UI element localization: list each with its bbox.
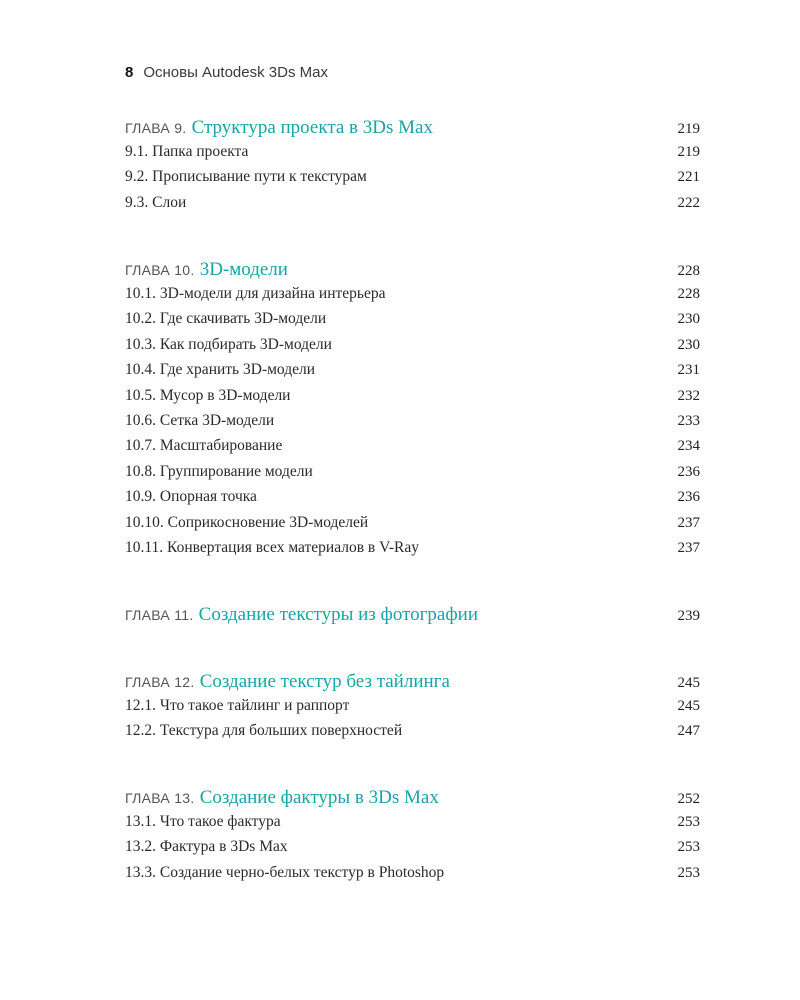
toc-entry[interactable] <box>125 437 700 462</box>
toc-entry-page: 247 <box>677 723 700 740</box>
toc-entry[interactable] <box>125 361 700 386</box>
chapter-heading[interactable] <box>125 671 700 697</box>
chapter-page-number: 219 <box>677 121 700 137</box>
toc-entry-page: 228 <box>677 286 700 302</box>
toc-entry-page: 232 <box>677 387 700 404</box>
chapter-heading[interactable] <box>125 787 700 813</box>
chapter-title: Создание текстур без тайлинга <box>199 671 450 692</box>
toc-entry-page: 230 <box>677 336 700 353</box>
toc-entry[interactable] <box>125 864 700 889</box>
chapter-page-number: 252 <box>677 791 700 807</box>
chapter-label: ГЛАВА 9. <box>125 120 187 136</box>
toc-entry-text: 10.4. Где хранить 3D-модели <box>125 361 316 379</box>
toc-entry-text: 13.1. Что такое фактура <box>125 813 281 830</box>
chapter-12 <box>125 671 700 748</box>
toc-entry[interactable] <box>125 488 700 513</box>
toc-entry[interactable] <box>125 310 700 335</box>
toc-entry-page: 236 <box>677 489 700 506</box>
toc-entry-text: 10.11. Конвертация всех материалов в V-Ray <box>125 538 420 556</box>
chapter-9 <box>125 117 700 219</box>
toc-entry-text: 10.6. Сетка 3D-модели <box>125 411 275 429</box>
toc-entry-page: 253 <box>677 814 700 830</box>
toc-entry-page: 231 <box>677 362 700 379</box>
chapter-page-number: 245 <box>677 675 700 691</box>
toc-entry[interactable] <box>125 813 700 838</box>
toc-entry[interactable] <box>125 514 700 539</box>
toc-entry[interactable] <box>125 539 700 564</box>
chapter-10 <box>125 259 700 564</box>
toc-entry-page: 237 <box>677 539 700 556</box>
toc-entry-text: 10.8. Группирование модели <box>125 462 313 480</box>
chapter-title: Создание фактуры в 3Ds Max <box>199 787 439 808</box>
chapter-title: Создание текстуры из фотографии <box>198 604 478 625</box>
toc-entry-text: 12.2. Текстура для больших поверхностей <box>125 722 403 740</box>
toc-entry[interactable] <box>125 194 700 219</box>
toc-entry[interactable] <box>125 387 700 412</box>
toc-entry-page: 230 <box>677 311 700 328</box>
toc-entry-text: 9.2. Прописывание пути к текстурам <box>125 168 367 186</box>
chapter-title: Структура проекта в 3Ds Max <box>191 117 433 138</box>
toc-entry-page: 253 <box>677 864 700 881</box>
chapter-page-number: 228 <box>677 263 700 279</box>
toc-entry-page: 234 <box>677 438 700 455</box>
toc-entry[interactable] <box>125 168 700 193</box>
toc-entry[interactable] <box>125 143 700 168</box>
toc-entry-text: 10.3. Как подбирать 3D-модели <box>125 335 332 353</box>
toc-entry-text: 10.9. Опорная точка <box>125 488 257 506</box>
running-head <box>125 64 328 81</box>
toc-entry-page: 237 <box>677 514 700 531</box>
toc-entry-text: 10.10. Соприкосновение 3D-моделей <box>125 513 369 531</box>
toc-entry-text: 9.3. Слои <box>125 193 187 211</box>
toc-entry-page: 221 <box>677 169 700 186</box>
toc-entry-text: 13.2. Фактура в 3Ds Max <box>125 838 288 856</box>
chapter-label: ГЛАВА 11. <box>125 607 194 623</box>
toc-entry[interactable] <box>125 697 700 722</box>
chapter-heading[interactable] <box>125 604 700 630</box>
book-title: Основы Autodesk 3Ds Max <box>143 64 328 81</box>
page-number: 8 <box>125 64 134 81</box>
toc-entry[interactable] <box>125 285 700 310</box>
toc-entry-page: 219 <box>677 144 700 160</box>
toc-entry[interactable] <box>125 722 700 747</box>
chapter-heading[interactable] <box>125 259 700 285</box>
chapter-page-number: 239 <box>677 608 700 624</box>
toc-entry-text: 10.2. Где скачивать 3D-модели <box>125 310 327 328</box>
chapter-13 <box>125 787 700 889</box>
toc-entry[interactable] <box>125 336 700 361</box>
chapter-label: ГЛАВА 12. <box>125 674 195 690</box>
toc-entry-page: 222 <box>677 194 700 211</box>
toc-entry-page: 233 <box>677 412 700 429</box>
toc-entry-page: 253 <box>677 839 700 856</box>
toc-entry[interactable] <box>125 412 700 437</box>
toc-entry-text: 10.1. 3D-модели для дизайна интерьера <box>125 285 386 302</box>
toc-entry-text: 12.1. Что такое тайлинг и раппорт <box>125 697 350 714</box>
chapter-11 <box>125 604 700 630</box>
toc-entry-text: 10.7. Масштабирование <box>125 437 283 455</box>
chapter-label: ГЛАВА 10. <box>125 262 195 278</box>
toc-entry-text: 10.5. Мусор в 3D-модели <box>125 386 291 404</box>
toc-entry-page: 236 <box>677 463 700 480</box>
chapter-heading[interactable] <box>125 117 700 143</box>
toc-entry-text: 9.1. Папка проекта <box>125 143 249 160</box>
toc-entry-text: 13.3. Создание черно-белых текстур в Photoshop <box>125 863 445 881</box>
toc-entry[interactable] <box>125 463 700 488</box>
toc-entry[interactable] <box>125 838 700 863</box>
toc-entry-page: 245 <box>677 698 700 714</box>
chapter-title: 3D-модели <box>199 259 288 280</box>
chapter-label: ГЛАВА 13. <box>125 790 195 806</box>
